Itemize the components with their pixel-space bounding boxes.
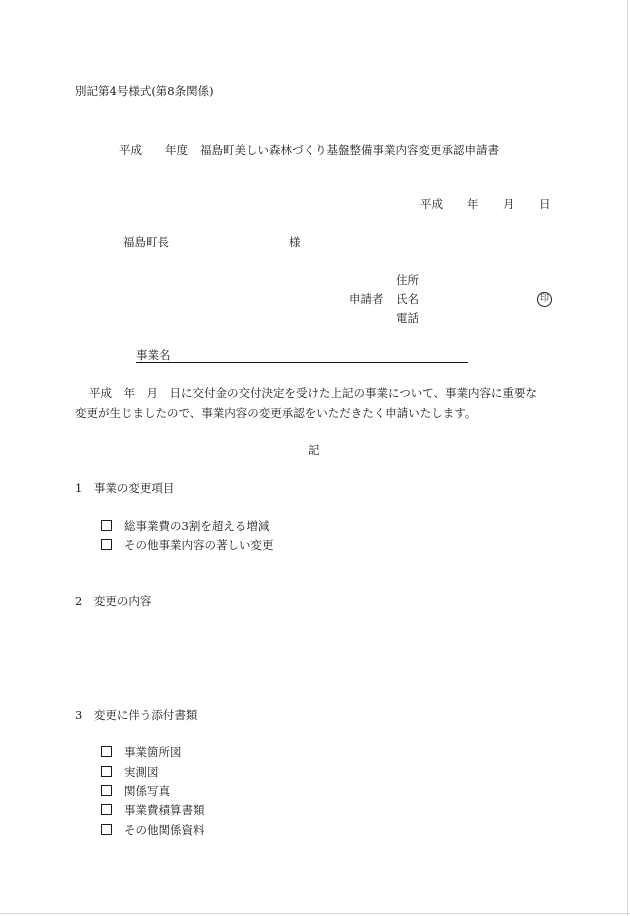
attachment-item-4 <box>101 804 205 817</box>
section-3-heading: 3 変更に伴う添付書類 <box>75 708 198 722</box>
form-number: 別記第4号様式(第8条関係) <box>75 84 214 98</box>
checkbox-icon[interactable] <box>101 766 112 777</box>
checkbox-icon[interactable] <box>101 539 112 550</box>
attachment-item-5 <box>101 824 205 837</box>
attachment-item-3-label: 関係写真 <box>124 784 170 798</box>
date-day: 日 <box>539 197 551 211</box>
checkbox-icon[interactable] <box>101 746 112 757</box>
section-1-heading: 1 事業の変更項目 <box>75 481 175 495</box>
seal-mark: 印 <box>537 292 552 307</box>
name-label: 氏名 <box>396 292 419 306</box>
project-name-underline <box>136 362 468 363</box>
checkbox-icon[interactable] <box>101 824 112 835</box>
attachment-item-5-label: その他関係資料 <box>124 823 205 837</box>
date-month: 月 <box>503 197 515 211</box>
change-item-2 <box>101 539 274 552</box>
checkbox-icon[interactable] <box>101 785 112 796</box>
applicant-label: 申請者 <box>349 292 384 306</box>
checkbox-icon[interactable] <box>101 804 112 815</box>
body-text-line-2: 変更が生じましたので、事業内容の変更承認をいただきたく申請いたします。 <box>75 406 477 420</box>
addressee-name: 福島町長 <box>123 235 169 249</box>
change-item-2-label: その他事業内容の著しい変更 <box>124 538 274 552</box>
attachment-item-1-label: 事業箇所図 <box>124 745 182 759</box>
document-title: 福島町美しい森林づくり基盤整備事業内容変更承認申請書 <box>200 143 499 157</box>
title-year-label: 年度 <box>165 143 188 157</box>
page-edge-right <box>627 0 628 916</box>
ki-heading: 記 <box>308 443 320 457</box>
attachment-item-1 <box>101 746 182 759</box>
project-name-label: 事業名 <box>136 348 171 362</box>
date-year: 年 <box>467 197 479 211</box>
attachment-item-3 <box>101 785 170 798</box>
change-item-1 <box>101 520 269 533</box>
section-2-heading: 2 変更の内容 <box>75 594 152 608</box>
attachment-item-2 <box>101 766 159 779</box>
phone-label: 電話 <box>396 311 419 325</box>
title-era: 平成 <box>119 143 142 157</box>
date-era: 平成 <box>420 197 443 211</box>
checkbox-icon[interactable] <box>101 520 112 531</box>
addressee-honorific: 様 <box>289 235 301 249</box>
address-label: 住所 <box>396 273 419 287</box>
page-edge-bottom <box>0 913 630 914</box>
attachment-item-4-label: 事業費積算書類 <box>124 803 205 817</box>
attachment-item-2-label: 実測図 <box>124 765 159 779</box>
change-item-1-label: 総事業費の3割を超える増減 <box>124 519 270 533</box>
body-text-line-1: 平成 年 月 日に交付金の交付決定を受けた上記の事業について、事業内容に重要な <box>89 386 538 400</box>
